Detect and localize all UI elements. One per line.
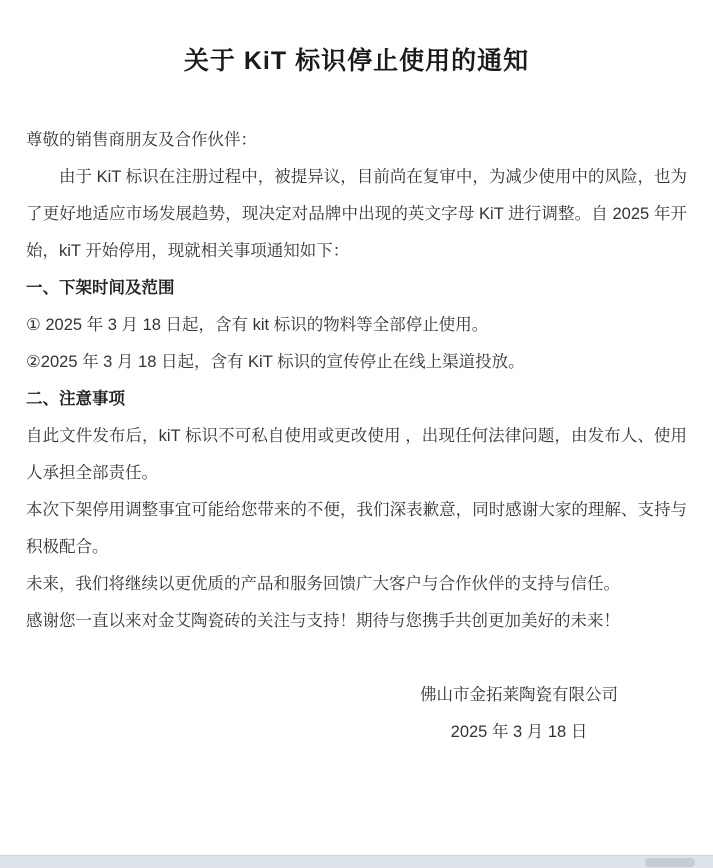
signature-block [409, 677, 629, 751]
section-1-heading: 一、下架时间及范围 [26, 279, 175, 297]
section-1-item-2: ②2025 年 3 月 18 日起，含有 KiT 标识的宣传停止在线上渠道投放。 [26, 353, 525, 371]
salutation-line: 尊敬的销售商朋友及合作伙伴： [26, 131, 257, 149]
scrollbar-thumb[interactable] [645, 858, 695, 867]
section-1-item-1: ① 2025 年 3 月 18 日起，含有 kit 标识的物料等全部停止使用。 [26, 316, 489, 334]
section-2-paragraph-1: 自此文件发布后，kiT 标识不可私自使用或更改使用 ，出现任何法律问题，由发布人、使用人承担全部责任。 [26, 427, 687, 482]
signature-company: 佛山市金拓莱陶瓷有限公司 [420, 686, 618, 704]
signature-date: 2025 年 3 月 18 日 [450, 723, 588, 741]
horizontal-scrollbar[interactable] [0, 855, 713, 868]
section-2-heading: 二、注意事项 [26, 390, 125, 408]
document-body [26, 122, 687, 640]
intro-paragraph: 由于 KiT 标识在注册过程中，被提异议，目前尚在复审中，为减少使用中的风险，也为了更好地适应市场发展趋势，现决定对品牌中出现的英文字母 KiT 进行调整。自 2025 年开始，kiT 开始停用，现就相关事项通知如下： [26, 168, 687, 260]
document-title: 关于 KiT 标识停止使用的通知 [183, 47, 530, 75]
section-2-paragraph-4: 感谢您一直以来对金艾陶瓷砖的关注与支持！期待与您携手共创更加美好的未来！ [26, 612, 620, 630]
section-2-paragraph-3: 未来，我们将继续以更优质的产品和服务回馈广大客户与合作伙伴的支持与信任。 [26, 575, 620, 593]
section-2-paragraph-2: 本次下架停用调整事宜可能给您带来的不便，我们深表歉意，同时感谢大家的理解、支持与积极配合。 [26, 501, 687, 556]
